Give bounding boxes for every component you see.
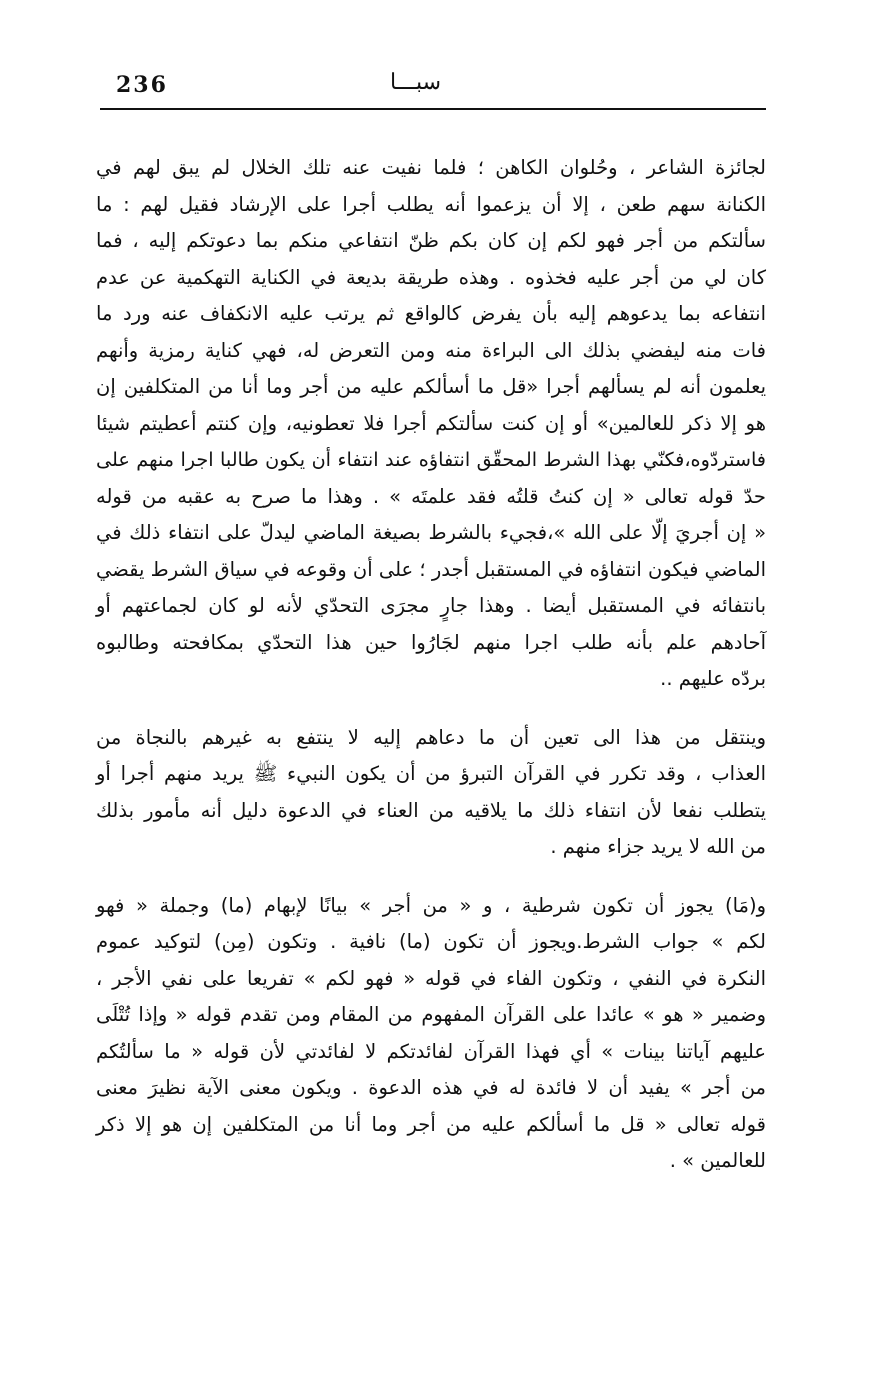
text-line: آحادهم علم بأنه طلب اجرا منهم لجَارُوا حين هذا التحدّي بمكافحته وطالبوه [96, 630, 766, 654]
text-line: سألتكم من أجر فهو لكم إن كان بكم ظنّ انتفاعي منكم بما دعوتكم إليه ، فما [96, 229, 766, 252]
running-head: سبـــا [390, 70, 442, 95]
page-number: 236 [116, 72, 168, 98]
text-line: قوله تعالى « قل ما أسألكم عليه من أجر وما أنا من المتكلفين إن هو إلا ذكر [96, 1112, 766, 1136]
text-line: بردّه عليهم .. [660, 667, 766, 690]
text-line: و(مَا) يجوز أن تكون شرطية ، و « من أجر » بيانًا لإبهام (ما) وجملة « فهو [96, 893, 766, 917]
text-line: الماضي فيكون انتفاؤه في المستقبل أجدر ؛ على أن وقوعه في سياق الشرط يقضي [96, 557, 766, 581]
page-body [96, 150, 766, 1180]
paragraph-1 [96, 150, 766, 698]
text-line: انتفاعه بما يدعوهم إليه بأن يفرض كالواقع ثم يرتب عليه الانكفاف عنه ورد ما [96, 302, 766, 325]
page-header [100, 70, 766, 106]
text-line: حدّ قوله تعالى « إن كنتُ قلتُه فقد علمتَه » . وهذا ما صرح به عقبه من قوله [96, 484, 766, 508]
text-line: وينتقل من هذا الى تعين أن ما دعاهم إليه لا ينتفع به غيرهم بالنجاة من [96, 725, 766, 749]
paragraph-3 [96, 888, 766, 1180]
text-line: لكم » جواب الشرط.ويجوز أن تكون (ما) نافية . وتكون (مِن) لتوكيد عموم [96, 930, 766, 953]
text-line: « إن أجريَ إلّا على الله »،فجيء بالشرط بصيغة الماضي ليدلّ على انتفاء ذلك في [96, 521, 766, 544]
text-line: كان لي من أجر عليه فخذوه . وهذه طريقة بديعة في الكناية التهكمية عن عدم [96, 265, 766, 289]
text-line: للعالمين » . [669, 1149, 766, 1172]
text-line: فاستردّوه،فكنّي بهذا الشرط المحقّق انتفاؤه عند انتفاء أن يكون طالبا اجرا منهم على [96, 448, 766, 471]
text-line: فات منه ليفضي بذلك الى البراءة منه ومن التعرض له، فهي كناية رمزية وأنهم [96, 338, 766, 362]
text-line: عليهم آياتنا بينات » أي فهذا القرآن لفائدتكم لا لفائدتي لأن قوله « ما سألتُكم [96, 1039, 766, 1063]
text-line: بانتفائه في المستقبل أيضا . وهذا جارٍ مجرَى التحدّي لأنه لو كان لجماعتهم أو [96, 594, 766, 617]
text-line: يعلمون أنه لم يسألهم أجرا «قل ما أسألكم عليه من أجر وما أنا من المتكلفين إن [96, 375, 766, 398]
text-line: يتطلب نفعا لأن انتفاء ذلك ما يلاقيه من العناء في الدعوة دليل أنه مأمور بذلك [96, 798, 766, 822]
text-line: وضمير « هو » عائدا على القرآن المفهوم من المقام ومن تقدم قوله « وإذا تُتْلَى [96, 1003, 766, 1026]
header-rule [100, 108, 766, 110]
text-line: النكرة في النفي ، وتكون الفاء في قوله « فهو لكم » تفريعا على نفي الأجر ، [96, 966, 766, 990]
text-line: لجائزة الشاعر ، وحُلوان الكاهن ؛ فلما نفيت عنه تلك الخلال لم يبق لهم في [96, 156, 766, 179]
text-line: من أجر » يفيد أن لا فائدة له في هذه الدعوة . ويكون معنى الآية نظيرَ معنى [96, 1076, 766, 1099]
text-line: الكنانة سهم طعن ، إلا أن يزعموا أنه يطلب أجرا على الإرشاد فقيل لهم : ما [96, 192, 766, 216]
text-line: العذاب ، وقد تكرر في القرآن التبرؤ من أن يكون النبيء ﷺ يريد منهم أجرا أو [96, 762, 766, 785]
text-line: من الله لا يريد جزاء منهم . [550, 835, 766, 858]
text-line: هو إلا ذكر للعالمين» أو إن كنت سألتكم أجرا فلا تعطونيه، وإن كنتم أعطيتم شيئا [96, 411, 766, 435]
paragraph-2 [96, 720, 766, 866]
